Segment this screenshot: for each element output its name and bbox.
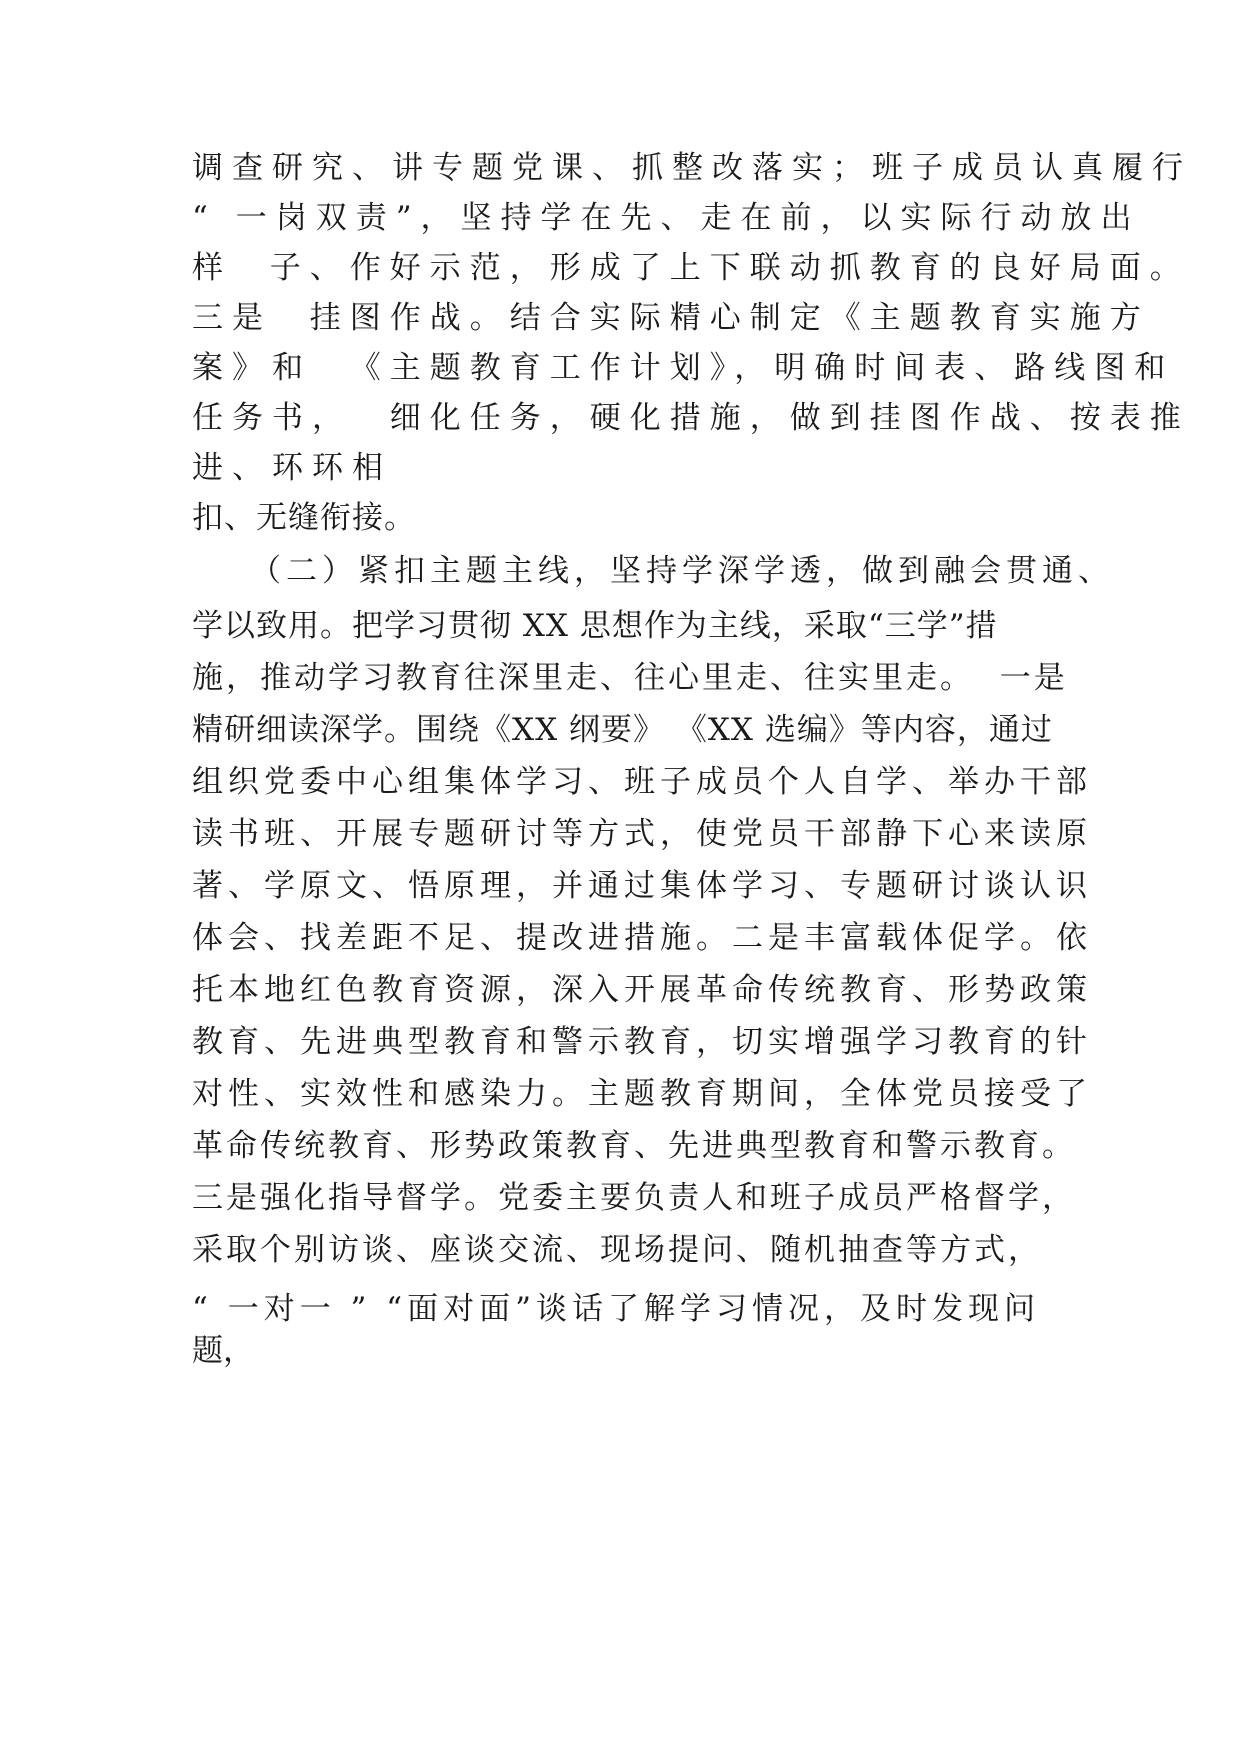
text-line: 案》和 《主题教育工作计划》，明确时间表、路线图和 xyxy=(192,350,1175,386)
text-line: 读书班、开展专题研讨等方式，使党员干部静下心来读原 xyxy=(192,816,1092,852)
section-heading: （二）紧扣主题主线，坚持学深学透，做到融会贯通、 xyxy=(250,553,1114,589)
text-line: 精研细读深学。围绕《XX 纲要》 《XX 选编》等内容，通过 xyxy=(192,712,1053,748)
text-line: 施，推动学习教育往深里走、往心里走、往实里走。 一是 xyxy=(192,660,1068,696)
text-line: 革命传统教育、形势政策教育、先进典型教育和警示教育。 xyxy=(192,1128,1076,1164)
text-line: 进、环环相 xyxy=(192,450,392,486)
text-line: 组织党委中心组集体学习、班子成员个人自学、举办干部 xyxy=(192,764,1092,800)
text-line: 体会、找差距不足、提改进措施。二是丰富载体促学。依 xyxy=(192,920,1092,956)
text-line: “ 一对一 ” “面对面”谈话了解学习情况，及时发现问 xyxy=(192,1291,1040,1327)
text-line: 题， xyxy=(192,1333,254,1369)
text-line: 调查研究、讲专题党课、抓整改落实；班子成员认真履行 xyxy=(192,150,1192,186)
text-line: 扣、无缝衔接。 xyxy=(192,500,416,536)
text-line: “ 一岗双责”，坚持学在先、走在前，以实际行动放出 xyxy=(192,200,1141,236)
text-line: 样 子、作好示范，形成了上下联动抓教育的良好局面。 xyxy=(192,250,1190,286)
text-line: 教育、先进典型教育和警示教育，切实增强学习教育的针 xyxy=(192,1024,1092,1060)
text-line: 三是 挂图作战。结合实际精心制定《主题教育实施方 xyxy=(192,300,1150,336)
text-line: 对性、实效性和感染力。主题教育期间，全体党员接受了 xyxy=(192,1076,1092,1112)
text-line: 学以致用。把学习贯彻 XX 思想作为主线，采取“三学”措 xyxy=(192,608,998,644)
text-line: 著、学原文、悟原理，并通过集体学习、专题研讨谈认识 xyxy=(192,868,1092,904)
text-line: 任务书， 细化任务，硬化措施，做到挂图作战、按表推 xyxy=(192,400,1190,436)
text-line: 托本地红色教育资源，深入开展革命传统教育、形势政策 xyxy=(192,972,1092,1008)
text-line: 三是强化指导督学。党委主要负责人和班子成员严格督学， xyxy=(192,1180,1076,1216)
text-line: 采取个别访谈、座谈交流、现场提问、随机抽查等方式， xyxy=(192,1232,1042,1268)
